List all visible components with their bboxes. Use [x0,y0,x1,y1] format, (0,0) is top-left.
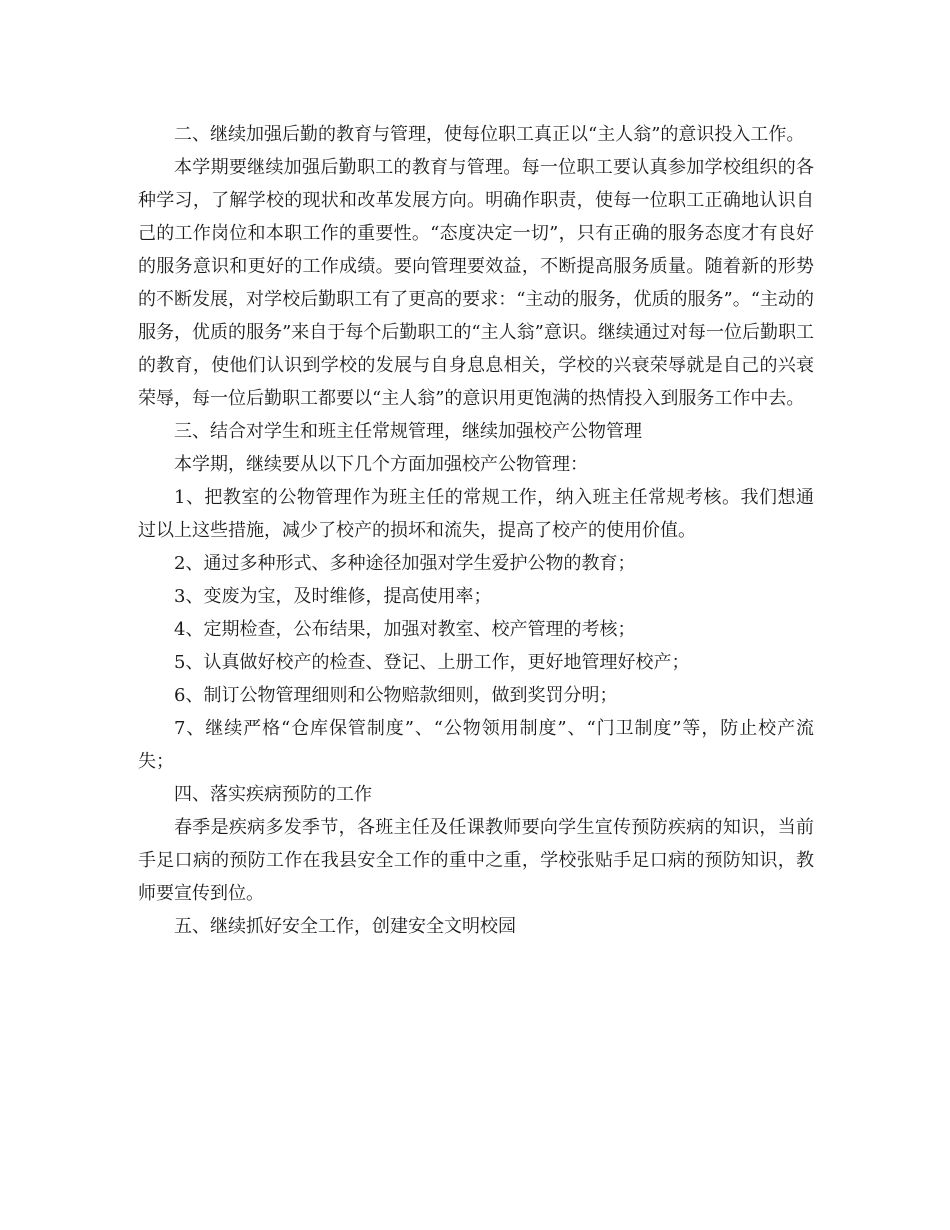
section-heading-5: 五、继续抓好安全工作，创建安全文明校园 [174,916,516,937]
document-body [138,118,814,943]
body-paragraph: 本学期，继续要从以下几个方面加强校产公物管理： [174,454,588,475]
body-paragraph: 本学期要继续加强后勤职工的教育与管理。每一位职工要认真参加学校组织的各种学习，了解学校的现状和改革发展方向。明确作职责，使每一位职工正确地认识自己的工作岗位和本职工作的重要性。“态度决定一切”，只有正确的服务态度才有良好的服务意识和更好的工作成绩。要向管理要效益，不断提高服务质量。随着新的形势的不断发展，对学校后勤职工有了更高的要求：“主动的服务，优质的服务”。“主动的服务，优质的服务”来自于每个后勤职工的“主人翁”意识。继续通过对每一位后勤职工的教育，使他们认识到学校的发展与自身息息相关，学校的兴衰荣辱就是自己的兴衰荣辱，每一位后勤职工都要以“主人翁”的意识用更饱满的热情投入到服务工作中去。 [138,157,814,409]
list-item: 1、把教室的公物管理作为班主任的常规工作，纳入班主任常规考核。我们想通过以上这些措施，减少了校产的损坏和流失，提高了校产的使用价值。 [138,487,814,541]
list-item: 3、变废为宝，及时维修，提高使用率； [174,586,492,607]
body-paragraph: 春季是疾病多发季节，各班主任及任课教师要向学生宣传预防疾病的知识，当前手足口病的预防工作在我县安全工作的重中之重，学校张贴手足口病的预防知识，教师要宣传到位。 [138,817,814,904]
section-heading-3: 三、结合对学生和班主任常规管理，继续加强校产公物管理 [174,421,642,442]
list-item: 2、通过多种形式、多种途径加强对学生爱护公物的教育； [174,553,636,574]
list-item: 7、继续严格“仓库保管制度”、“公物领用制度”、“门卫制度”等，防止校产流失； [138,718,814,772]
section-heading-2: 二、继续加强后勤的教育与管理，使每位职工真正以“主人翁”的意识投入工作。 [174,124,805,145]
section-heading-4: 四、落实疾病预防的工作 [174,784,372,805]
list-item: 6、制订公物管理细则和公物赔款细则，做到奖罚分明； [174,685,618,706]
list-item: 5、认真做好校产的检查、登记、上册工作，更好地管理好校产； [174,652,690,673]
list-item: 4、定期检查，公布结果，加强对教室、校产管理的考核； [174,619,636,640]
